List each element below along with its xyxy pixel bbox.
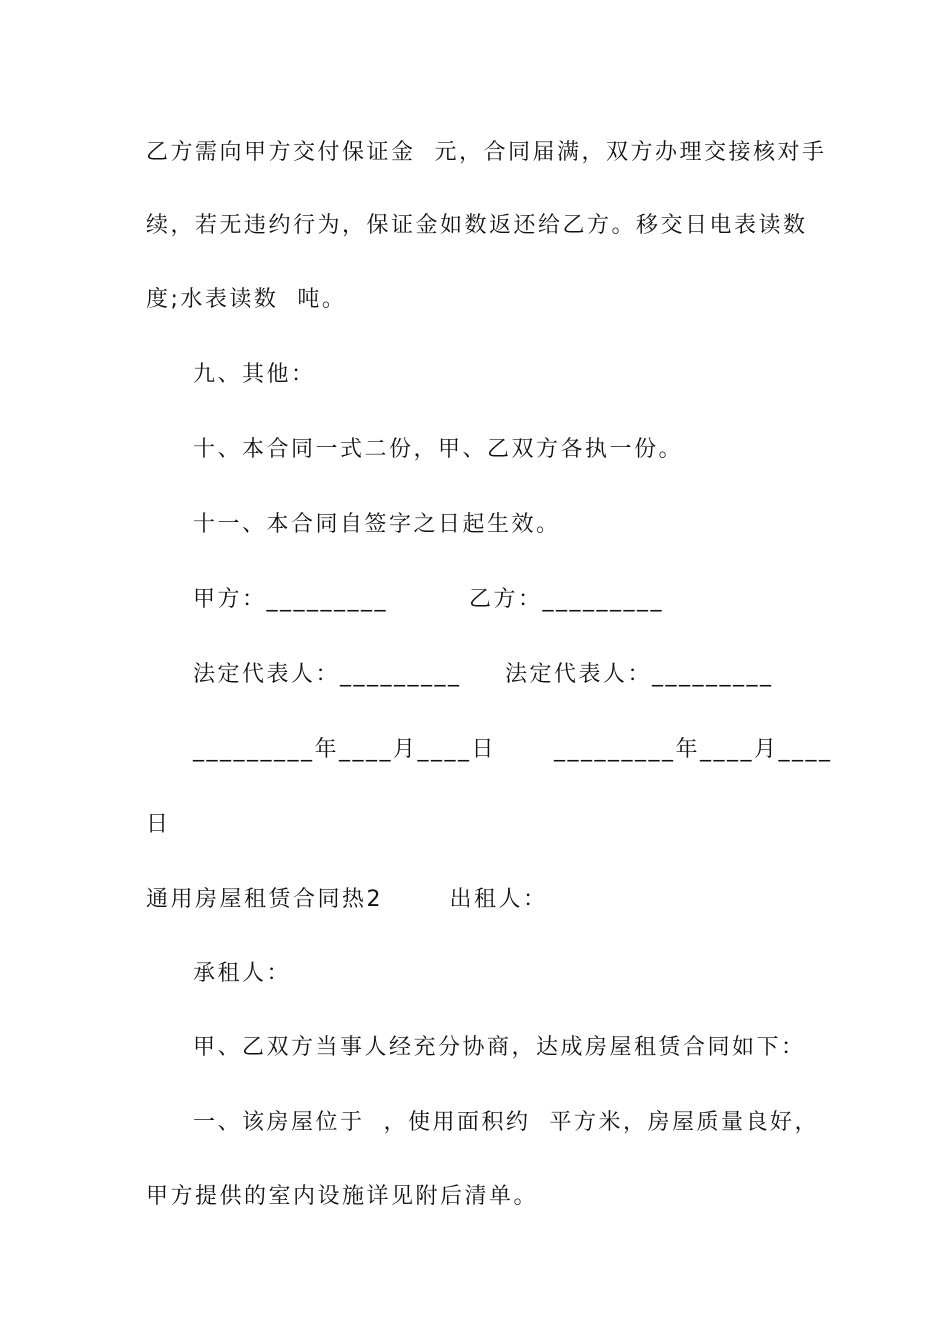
party-a-date: _________年____月____日 [193, 737, 497, 762]
clause-item-11: 十一、本合同自签字之日起生效。 [193, 512, 561, 537]
paragraph-line: 续，若无违约行为，保证金如数返还给乙方。移交日电表读数 [146, 213, 808, 238]
tenant-label: 承租人： [193, 961, 292, 986]
clause-item-9: 九、其他： [193, 362, 316, 387]
paragraph-line: 度;水表读数 吨。 [146, 287, 347, 312]
party-b-representative: 法定代表人：_________ [505, 662, 774, 687]
document-heading: 通用房屋租赁合同热2 出租人： [146, 887, 548, 912]
clause-1-line-1: 一、该房屋位于 ，使用面积约 平方米，房屋质量良好， [193, 1110, 819, 1135]
party-b-date: _________年____月____ [554, 737, 833, 762]
party-a-signature: 甲方：_________ [193, 587, 389, 612]
party-b-date-tail: 日 [146, 812, 171, 837]
paragraph-line: 乙方需向甲方交付保证金 元，合同届满，双方办理交接核对手 [146, 140, 827, 165]
party-a-representative: 法定代表人：_________ [193, 662, 462, 687]
clause-1-line-2: 甲方提供的室内设施详见附后清单。 [146, 1184, 539, 1209]
party-b-signature: 乙方：_________ [469, 587, 665, 612]
clause-item-10: 十、本合同一式二份，甲、乙双方各执一份。 [193, 437, 684, 462]
intro-paragraph: 甲、乙双方当事人经充分协商，达成房屋租赁合同如下： [193, 1035, 806, 1060]
